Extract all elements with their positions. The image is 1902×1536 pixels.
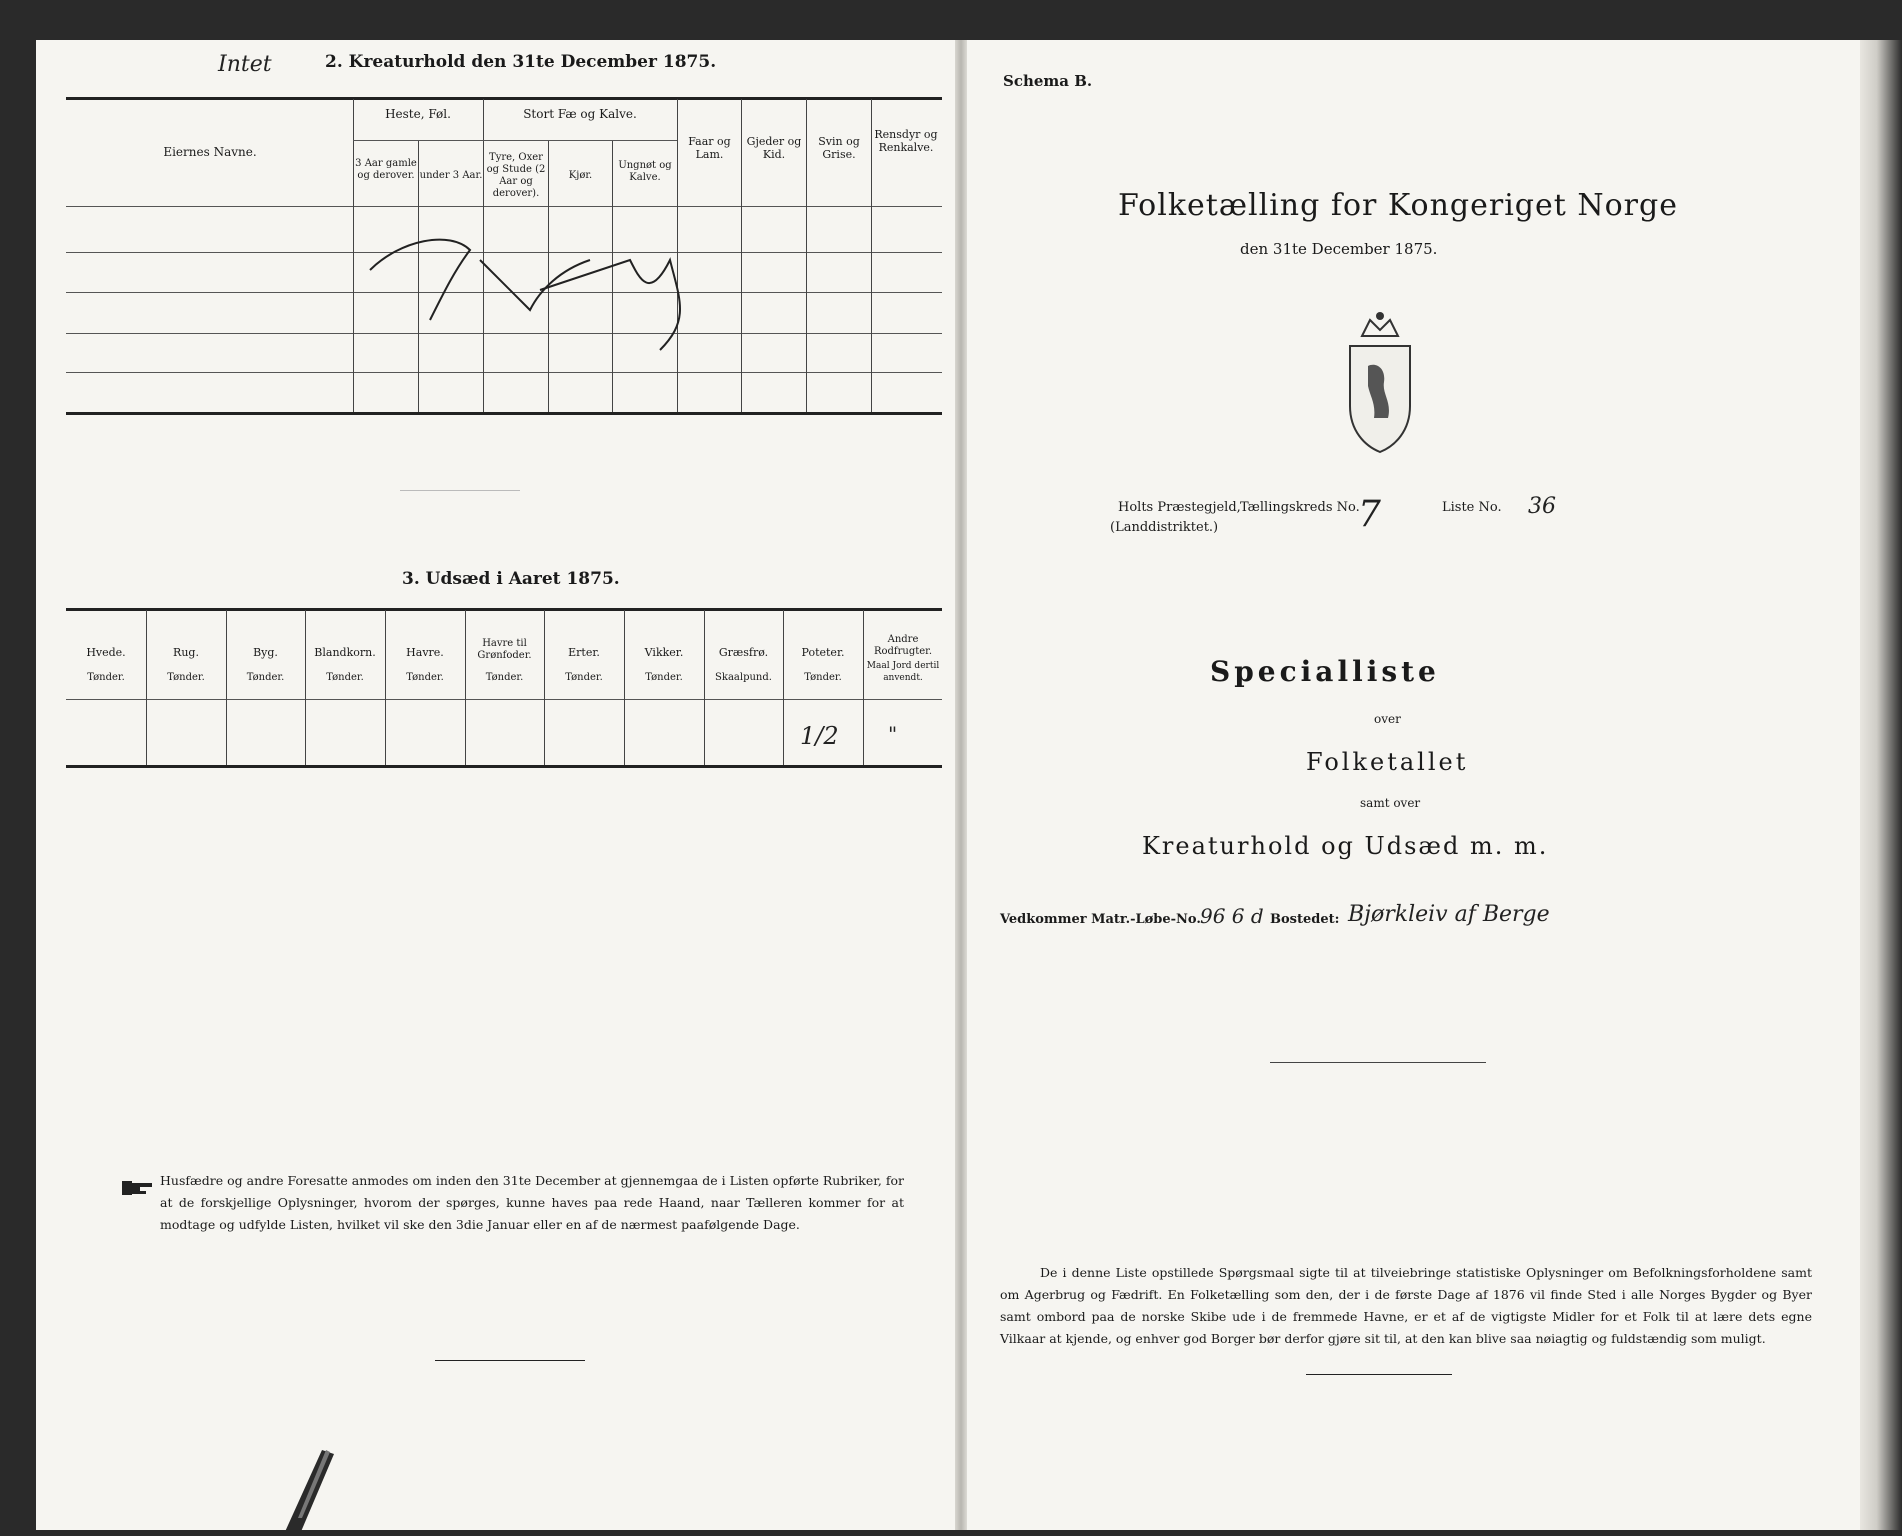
table3-col-rule (544, 610, 545, 765)
pen-object (272, 1448, 352, 1536)
mid-rule (1270, 1062, 1486, 1063)
end-rule (435, 1360, 585, 1361)
sow-col-unit: Tønder. (565, 672, 603, 683)
sow-col-name: Havre. (406, 646, 444, 659)
specialliste-heading: Specialliste (1210, 655, 1440, 688)
bosted-value: Bjørkleiv af Berge (1348, 902, 1550, 927)
sow-col-name: Havre til Grønfoder. (477, 638, 532, 661)
sow-col-name: Byg. (253, 646, 278, 659)
page-edge (1860, 40, 1902, 1530)
col-header: 3 Aar gamle og derover. (355, 158, 417, 181)
table3-col-rule (783, 610, 784, 765)
krets-label: Tællingskreds No. (1240, 500, 1360, 515)
section3-title: 3. Udsæd i Aaret 1875. (402, 569, 620, 589)
table3-col-rule (146, 610, 147, 765)
book-gutter (955, 40, 967, 1530)
over-text: over (1374, 712, 1401, 726)
table2-top-rule (66, 97, 942, 100)
sow-col-unit: Tønder. (485, 672, 524, 683)
footer-text: De i denne Liste opstillede Spørgsmaal sigte til at tilveiebringe statistiske Oplysninger om Befolkningsforholdene samt om Agerbrug og Fædrift. En Folketælling som den, der i de første Dage af 1876 vil finde Sted i alle Norges Bygder og Byer samt ombord paa de norske Skibe ude i de fremmede Havne, er et af de vigtigste Midler for et Folk til at lære dets egne Vilkaar at kjende, og enhver god Borger bør derfor gjøre sit til, at den kan blive saa nøiagtig og fuldstændig som muligt. (1000, 1265, 1812, 1346)
sow-col-name: Poteter. (801, 646, 845, 659)
krets-value: 7 (1358, 494, 1381, 535)
horses-group-header: Heste, Føl. (385, 107, 451, 121)
main-title: Folketælling for Kongeriget Norge (1118, 188, 1678, 223)
sow-col-name: Rug. (173, 646, 199, 659)
table2-col-rule (353, 99, 354, 412)
col-header: under 3 Aar. (419, 170, 483, 181)
bosted-label: Bostedet: (1270, 912, 1340, 927)
cattle-group-header: Stort Fæ og Kalve. (523, 107, 637, 121)
liste-label: Liste No. (1442, 500, 1502, 515)
sow-col-name: Erter. (568, 646, 600, 659)
parish-label: Holts Præstegjeld, (1118, 500, 1241, 515)
table3-header-rule (66, 699, 942, 700)
table2-header-rule (66, 206, 942, 207)
sow-col-unit: Skaalpund. (715, 672, 772, 683)
col-header: Ungnøt og Kalve. (618, 160, 672, 183)
liste-value: 36 (1528, 494, 1556, 519)
table3-col-rule (385, 610, 386, 765)
sow-col-unit: Tønder. (804, 672, 842, 683)
norway-coat-of-arms-icon (1340, 306, 1420, 456)
sow-col-name: Blandkorn. (314, 646, 376, 659)
table2-row-rule (66, 372, 942, 373)
col-header: Kjør. (568, 170, 593, 181)
handwritten-strike-marks (360, 220, 720, 360)
kreaturhold-heading: Kreaturhold og Udsæd m. m. (1142, 832, 1549, 860)
table2-group-rule (353, 140, 677, 141)
handwritten-note: Intet (218, 52, 272, 77)
sow-col-unit: Tønder. (246, 672, 285, 683)
sow-col-unit: Tønder. (406, 672, 444, 683)
sow-col-name: Vikker. (644, 646, 684, 659)
sow-col-name: Græsfrø. (718, 646, 769, 659)
folketallet-heading: Folketallet (1306, 748, 1469, 776)
matr-value: 96 6 d (1200, 904, 1264, 928)
district-label: (Landdistriktet.) (1110, 520, 1219, 535)
samt-over-text: samt over (1360, 796, 1421, 810)
owner-name-header: Eiernes Navne. (163, 145, 257, 159)
col-header: Svin og Grise. (818, 135, 860, 161)
table3-col-rule (226, 610, 227, 765)
census-date: den 31te December 1875. (1240, 240, 1438, 258)
table2-bottom-rule (66, 412, 942, 415)
pointing-hand-icon (122, 1177, 154, 1197)
schema-label: Schema B. (1003, 72, 1093, 90)
potatoes-value: 1/2 (800, 722, 839, 750)
table3-bottom-rule (66, 765, 942, 768)
sow-col-unit: Tønder. (326, 672, 364, 683)
end-rule-right (1306, 1374, 1452, 1375)
faint-divider (400, 490, 520, 491)
table3-col-rule (305, 610, 306, 765)
col-header: Tyre, Oxer og Stude (2 Aar og derover). (486, 152, 546, 199)
instruction-text: Husfædre og andre Foresatte anmodes om inden den 31te December at gjennemgaa de i Listen opførte Rubriker, for at de forskjellige Oplysninger, hvorom der spørges, kunne haves paa rede Haand, naar Tælleren kommer for at modtage og udfylde Listen, hvilket vil ske den 3die Januar eller en af de nærmest paafølgende Dage. (160, 1173, 904, 1232)
matr-label: Vedkommer Matr.-Løbe-No. (1000, 912, 1201, 927)
col-header: Faar og Lam. (688, 135, 731, 161)
table3-col-rule (704, 610, 705, 765)
sow-col-unit: Tønder. (645, 672, 683, 683)
table3-col-rule (465, 610, 466, 765)
col-header: Rensdyr og Renkalve. (874, 128, 938, 154)
sow-col-name: Andre Rodfrugter. (873, 634, 933, 657)
sow-col-unit: Maal Jord dertil anvendt. (866, 661, 940, 683)
table3-top-rule (66, 608, 942, 611)
other-roots-value: " (888, 722, 898, 746)
sow-col-unit: Tønder. (167, 672, 205, 683)
sow-col-name: Hvede. (86, 646, 126, 659)
table3-col-rule (624, 610, 625, 765)
sow-col-unit: Tønder. (87, 672, 125, 683)
col-header: Gjeder og Kid. (746, 135, 802, 161)
section2-title: 2. Kreaturhold den 31te December 1875. (325, 52, 717, 72)
